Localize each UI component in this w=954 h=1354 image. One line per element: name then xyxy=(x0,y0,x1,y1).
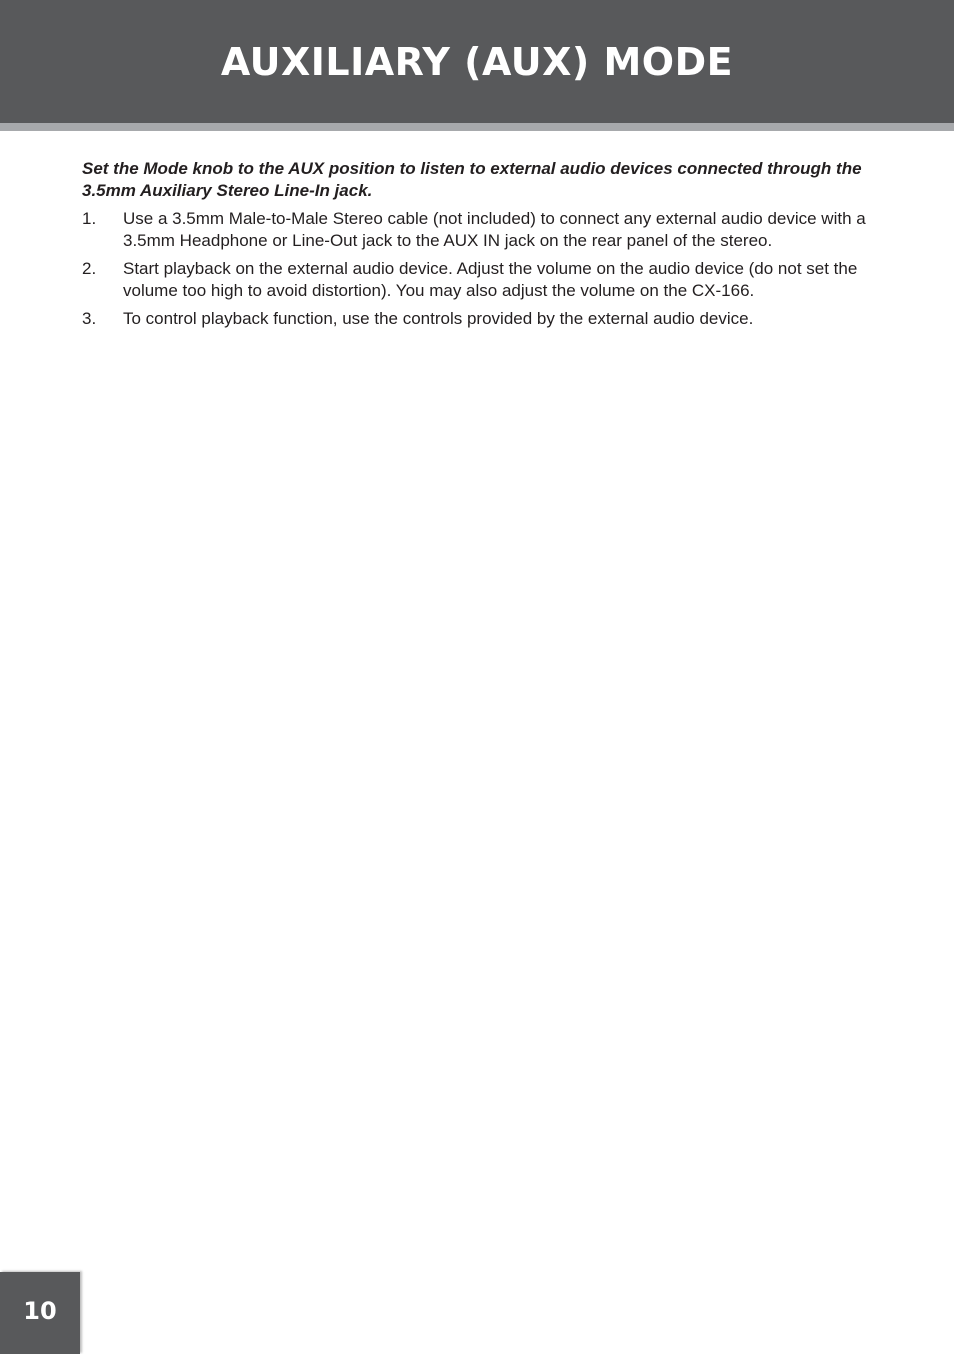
step-text: To control playback function, use the controls provided by the external audio device. xyxy=(123,309,754,328)
page-number-tab xyxy=(0,1272,80,1354)
list-item xyxy=(82,208,872,252)
main-content xyxy=(82,158,872,336)
instruction-list xyxy=(82,208,872,330)
list-item xyxy=(82,258,872,302)
page-title: AUXILIARY (AUX) MODE xyxy=(220,40,734,84)
header-divider xyxy=(0,123,954,131)
list-item xyxy=(82,308,872,330)
step-number: 2. xyxy=(82,259,97,278)
step-text: Start playback on the external audio device. Adjust the volume on the audio device (do not set the volume too high to avoid distortion). You may also adjust the volume on the CX-166. xyxy=(123,259,858,300)
header-band xyxy=(0,0,954,123)
page-number: 10 xyxy=(23,1297,57,1325)
intro-paragraph: Set the Mode knob to the AUX position to listen to external audio devices connected through the 3.5mm Auxiliary Stereo Line-In jack. xyxy=(82,159,862,200)
step-number: 1. xyxy=(82,209,97,228)
step-text: Use a 3.5mm Male-to-Male Stereo cable (not included) to connect any external audio device with a 3.5mm Headphone or Line-Out jack to the AUX IN jack on the rear panel of the stereo. xyxy=(123,209,866,250)
step-number: 3. xyxy=(82,309,97,328)
